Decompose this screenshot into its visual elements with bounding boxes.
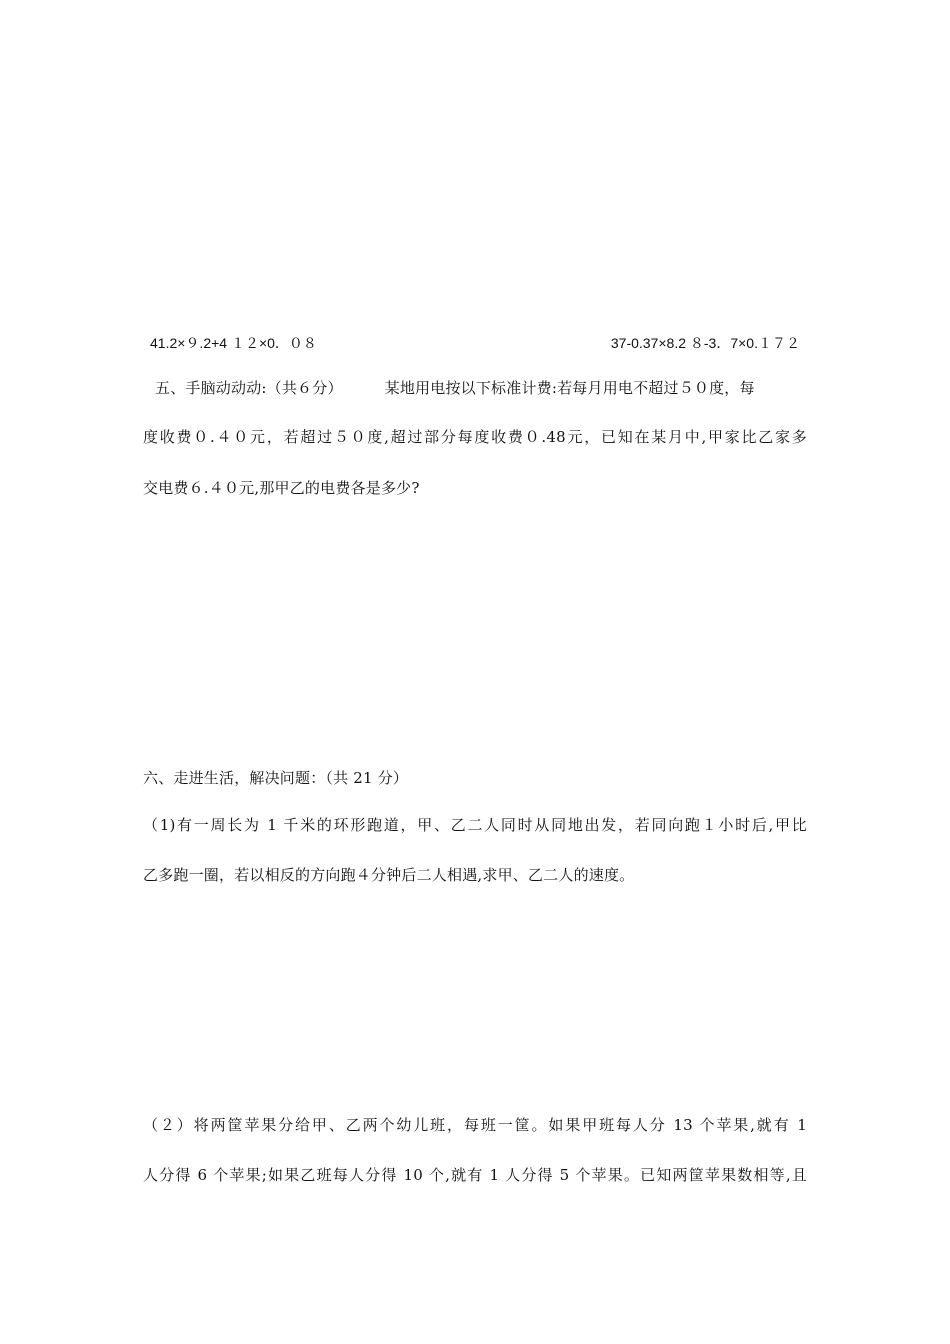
section5-heading: 五、手脑动动动:（共６分） [155, 379, 343, 397]
question1-line1: （1)有一周长为 1 千米的环形跑道，甲、乙二人同时从同地出发，若同向跑１小时后,甲比 [143, 816, 807, 834]
section5-first-line [143, 378, 807, 398]
question2-line2: 人分得 6 个苹果;如果乙班每人分得 10 个,就有 1 人分得 5 个苹果。已知两筐苹果数相等,且 [143, 1166, 807, 1184]
section5-text-line1: 某地用电按以下标准计费:若每月用电不超过５０度，每 [384, 379, 755, 397]
question2-line1: （２）将两筐苹果分给甲、乙两个幼儿班，每班一筐。如果甲班每人分 13 个苹果,就有 1 [143, 1116, 807, 1134]
section5-text-line3: 交电费６.４０元,那甲乙的电费各是多少? [143, 479, 420, 497]
section6-heading: 六、走进生活，解决问题：（共 21 分） [143, 769, 409, 787]
calc-expression-right: 37-0.37×8.2 ８-3．7×0.１７２ [610, 335, 800, 351]
question1-line2: 乙多跑一圈，若以相反的方向跑４分钟后二人相遇,求甲、乙二人的速度。 [143, 866, 635, 884]
calc-expression-left: 41.2×９.2+4 １２×0．０８ [150, 335, 317, 351]
section5-text-line2: 度收费０.４０元，若超过５０度,超过部分每度收费０.48元，已知在某月中,甲家比乙家多 [143, 428, 807, 446]
calculation-row [150, 333, 800, 353]
